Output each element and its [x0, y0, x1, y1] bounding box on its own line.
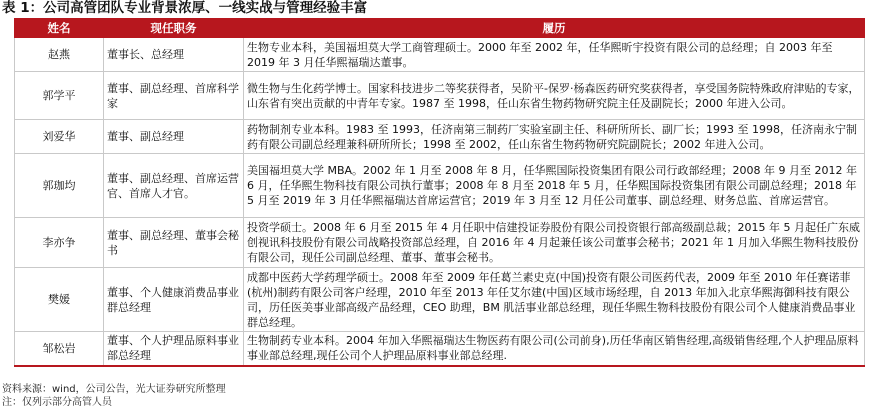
cell-position: 董事、副总经理、董事会秘书 [104, 218, 244, 268]
table-row [15, 218, 865, 268]
cell-name: 刘爱华 [15, 120, 104, 154]
cell-resume: 投资学硕士。2008 年 6 月至 2015 年 4 月任职中信建投证券股份有限公司投资银行部高级副总裁；2015 年 5 月起任广东威创视讯科技股份有限公司战略投资部总经理，自 2016 年 4 月起兼任该公司董事会秘书；2021 年 1 月加入华熙生物科技股份有限公司，现任公司副总经理、董事、董事会秘书。 [244, 218, 865, 268]
table-row [15, 38, 865, 72]
cell-resume: 生物制药专业本科。2004 年加入华熙福瑞达生物医药有限公司(公司前身),历任华南区销售经理,高级销售经理,个人护理品原料事业部总经理,现任公司个人护理品原料事业部总经理. [244, 332, 865, 366]
cell-name: 郭珈均 [15, 154, 104, 218]
cell-name: 赵燕 [15, 38, 104, 72]
cell-position: 董事、个人健康消费品事业群总经理 [104, 268, 244, 332]
cell-position: 董事、副总经理、首席运营官、首席人才官。 [104, 154, 244, 218]
header-position: 现任职务 [104, 19, 244, 38]
table-row [15, 120, 865, 154]
cell-resume: 生物专业本科，美国福坦莫大学工商管理硕士。2000 年至 2002 年，任华熙昕宇投资有限公司的总经理；自 2003 年至 2019 年 3 月任华熙福瑞达董事。 [244, 38, 865, 72]
cell-position: 董事长、总经理 [104, 38, 244, 72]
executive-table [14, 18, 865, 367]
cell-resume: 药物制剂专业本科。1983 至 1993，任济南第三制药厂实验室副主任、科研所所长、副厂长；1993 至 1998，任济南永宁制药有限公司副总经理兼科研所所长；1998 至 2002，任山东省生物药物研究院副院长；2002 年进入公司。 [244, 120, 865, 154]
cell-name: 李亦争 [15, 218, 104, 268]
table-title: 表 1：公司高管团队专业背景浓厚、一线实战与管理经验丰富 [2, 0, 368, 16]
table-row [15, 268, 865, 332]
cell-position: 董事、副总经理 [104, 120, 244, 154]
cell-resume: 美国福坦莫大学 MBA。2002 年 1 月至 2008 年 8 月，任华熙国际投资集团有限公司行政部经理；2008 年 9 月至 2012 年 6 月，任华熙生物科技有限公司执行董事；2008 年 8 月至 2018 年 5 月，任华熙国际投资集团有限公司副总经理；2018 年 5 月至 2019 年 3 月任华熙福瑞达首席运营官；2019 年 3 月至 12 月任公司董事、副总经理、财务总监、首席运营官。 [244, 154, 865, 218]
header-resume: 履历 [244, 19, 865, 38]
table-row [15, 72, 865, 120]
cell-position: 董事、副总经理、首席科学家 [104, 72, 244, 120]
header-row [15, 19, 865, 38]
cell-position: 董事、个人护理品原料事业部总经理 [104, 332, 244, 366]
cell-name: 樊媛 [15, 268, 104, 332]
cell-resume: 成都中医药大学药理学硕士。2008 年至 2009 年任葛兰素史克(中国)投资有限公司医药代表，2009 年至 2010 年任赛诺菲(杭州)制药有限公司客户经理，2010 年至 2013 年任艾尔建(中国)区域市场经理，自 2013 年加入北京华熙海御科技有限公司，历任医美事业部高级产品经理，CEO 助理，BM 肌活事业部总经理，现任华熙生物科技股份有限公司个人健康消费品事业群总经理。 [244, 268, 865, 332]
table-row [15, 332, 865, 366]
cell-name: 郭学平 [15, 72, 104, 120]
table-row [15, 154, 865, 218]
footnote: 注：仅列示部分高管人员 [2, 397, 112, 408]
cell-name: 邹松岩 [15, 332, 104, 366]
cell-resume: 微生物与生化药学博士。国家科技进步二等奖获得者，吴阶平-保罗·杨森医药研究奖获得者，享受国务院特殊政府津贴的专家，山东省有突出贡献的中青年专家。1987 至 1998，任山东省生物药物研究院主任及副院长；2000 年进入公司。 [244, 72, 865, 120]
source-note: 资料来源：wind，公司公告，光大证券研究所整理 [2, 384, 226, 395]
header-name: 姓名 [15, 19, 104, 38]
